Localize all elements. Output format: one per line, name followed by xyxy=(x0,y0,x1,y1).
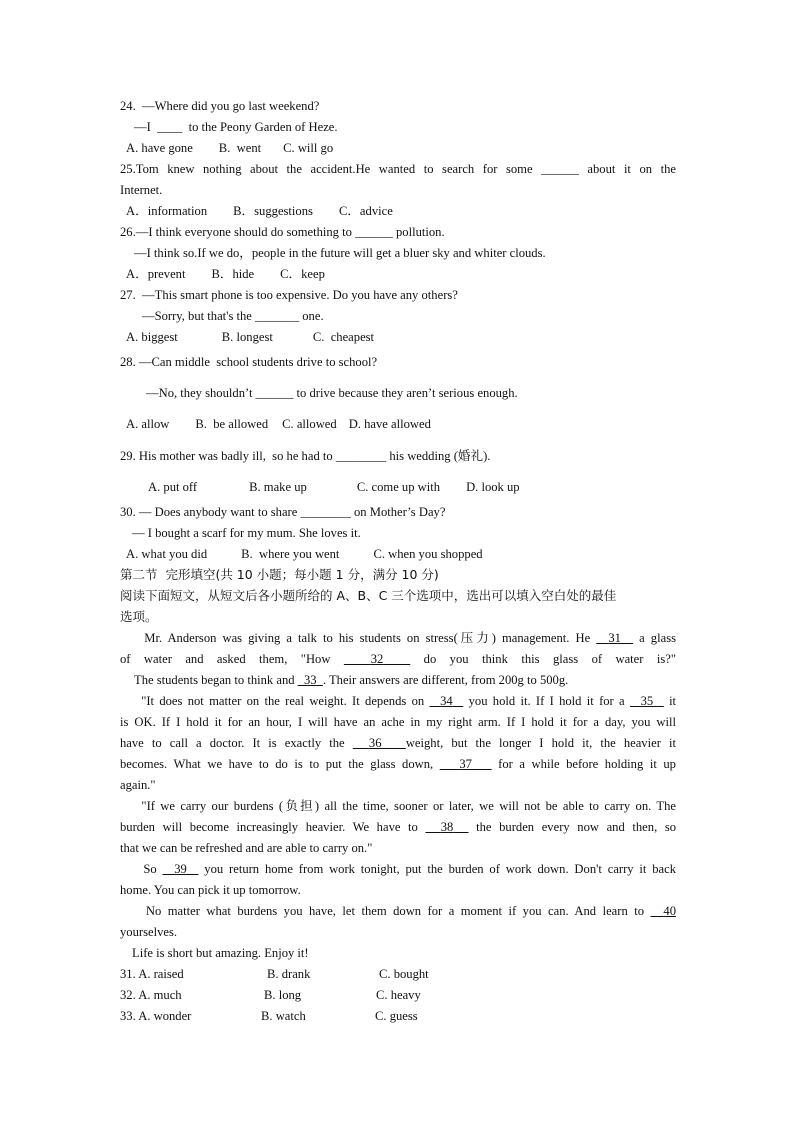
passage-line: Life is short but amazing. Enjoy it! xyxy=(132,946,309,960)
question-stem: —Where did you go last weekend? xyxy=(142,99,320,113)
question-26-options: A．prevent B．hide C．keep xyxy=(126,267,325,281)
question-28-options: A. allow B. be allowed C. allowed D. have allowed xyxy=(126,417,431,431)
blank-39: 39 xyxy=(174,862,187,876)
question-25: 25.Tom knew nothing about the accident.He wanted to search for some ______ about it on the xyxy=(120,162,676,176)
passage-line: "If we carry our burdens (负担) all the time, sooner or later, we will not be able to carry on. The xyxy=(141,799,676,813)
question-26: 26.—I think everyone should do something to ______ pollution. xyxy=(120,225,445,239)
question-26-reply: —I think so.If we do，people in the future will get a bluer sky and whiter clouds. xyxy=(134,246,546,260)
passage-line: again." xyxy=(120,778,156,792)
question-28-reply: —No, they shouldn’t ______ to drive because they aren’t serious enough. xyxy=(146,386,518,400)
question-29: 29. His mother was badly ill, so he had to ________ his wedding (婚礼). xyxy=(120,449,491,463)
passage-line: No matter what burdens you have, let them down for a moment if you can. And learn to 40 xyxy=(145,904,677,918)
passage-line: becomes. What we have to do is to put the glass down, 37 for a while before holding it up xyxy=(120,757,676,771)
question-24-options: A. have gone B. went C. will go xyxy=(126,141,334,155)
question-30-options: A. what you did B. where you went C. when you shopped xyxy=(126,547,483,561)
passage-line: So 39 you return home from work tonight, put the burden of work down. Don't carry it back xyxy=(143,862,677,876)
question-number: 24. xyxy=(120,99,136,113)
section-heading: 第二节 完形填空(共 10 小题；每小题 1 分，满分 10 分) xyxy=(120,567,439,582)
passage-line: that we can be refreshed and are able to carry on." xyxy=(120,841,373,855)
blank-33: 33 xyxy=(304,673,317,687)
question-25-cont: Internet. xyxy=(120,183,163,197)
blank-40: 40 xyxy=(663,904,677,918)
passage-line: home. You can pick it up tomorrow. xyxy=(120,883,301,897)
passage-line: "It does not matter on the real weight. It depends on 34 you hold it. If I hold it for a 35 it xyxy=(141,694,677,708)
blank-34: 34 xyxy=(440,694,453,708)
answer-33: 33. A. wonder B. watch C. guess xyxy=(120,1009,418,1023)
question-29-options: A. put off B. make up C. come up with D. look up xyxy=(148,480,520,494)
blank-36: 36 xyxy=(368,736,382,750)
passage-line: have to call a doctor. It is exactly the 36 weight, but the longer I hold it, the heavier it xyxy=(120,736,676,750)
answer-31: 31. A. raised B. drank C. bought xyxy=(120,967,429,981)
question-30: 30. — Does anybody want to share ________ on Mother’s Day? xyxy=(120,505,446,519)
blank-31: 31 xyxy=(608,631,621,645)
passage-line: burden will become increasingly heavier. We have to 38 the burden every now and then, so xyxy=(120,820,677,834)
question-30-reply: — I bought a scarf for my mum. She loves it. xyxy=(132,526,361,540)
passage-line: of water and asked them, "How 32 do you think this glass of water is?" xyxy=(120,652,677,666)
question-27: 27. —This smart phone is too expensive. Do you have any others? xyxy=(120,288,458,302)
blank-32: 32 xyxy=(370,652,384,666)
passage-line: yourselves. xyxy=(120,925,178,939)
question-25-options: A．information B．suggestions C．advice xyxy=(126,204,393,218)
passage-line: Mr. Anderson was giving a talk to his students on stress(压力) management. He 31 a glass xyxy=(144,631,676,645)
passage-line: is OK. If I hold it for an hour, I will have an ache in my right arm. If I hold it for a day, you will xyxy=(120,715,676,729)
question-28: 28. —Can middle school students drive to school? xyxy=(120,355,378,369)
section-instruction-cont: 选项。 xyxy=(120,609,158,624)
question-27-reply: —Sorry, but that's the _______ one. xyxy=(142,309,324,323)
blank-38: 38 xyxy=(440,820,454,834)
passage-line: The students began to think and 33 . Their answers are different, from 200g to 500g. xyxy=(134,673,569,687)
question-24-reply: —I ____ to the Peony Garden of Heze. xyxy=(134,120,338,134)
question-27-options: A. biggest B. longest C. cheapest xyxy=(126,330,375,344)
blank-37: 37 xyxy=(459,757,472,771)
answer-32: 32. A. much B. long C. heavy xyxy=(120,988,421,1002)
question-24 xyxy=(120,98,319,114)
section-instruction: 阅读下面短文，从短文后各小题所给的 A、B、C 三个选项中，选出可以填入空白处的最佳 xyxy=(120,588,617,603)
blank-35: 35 xyxy=(640,694,654,708)
